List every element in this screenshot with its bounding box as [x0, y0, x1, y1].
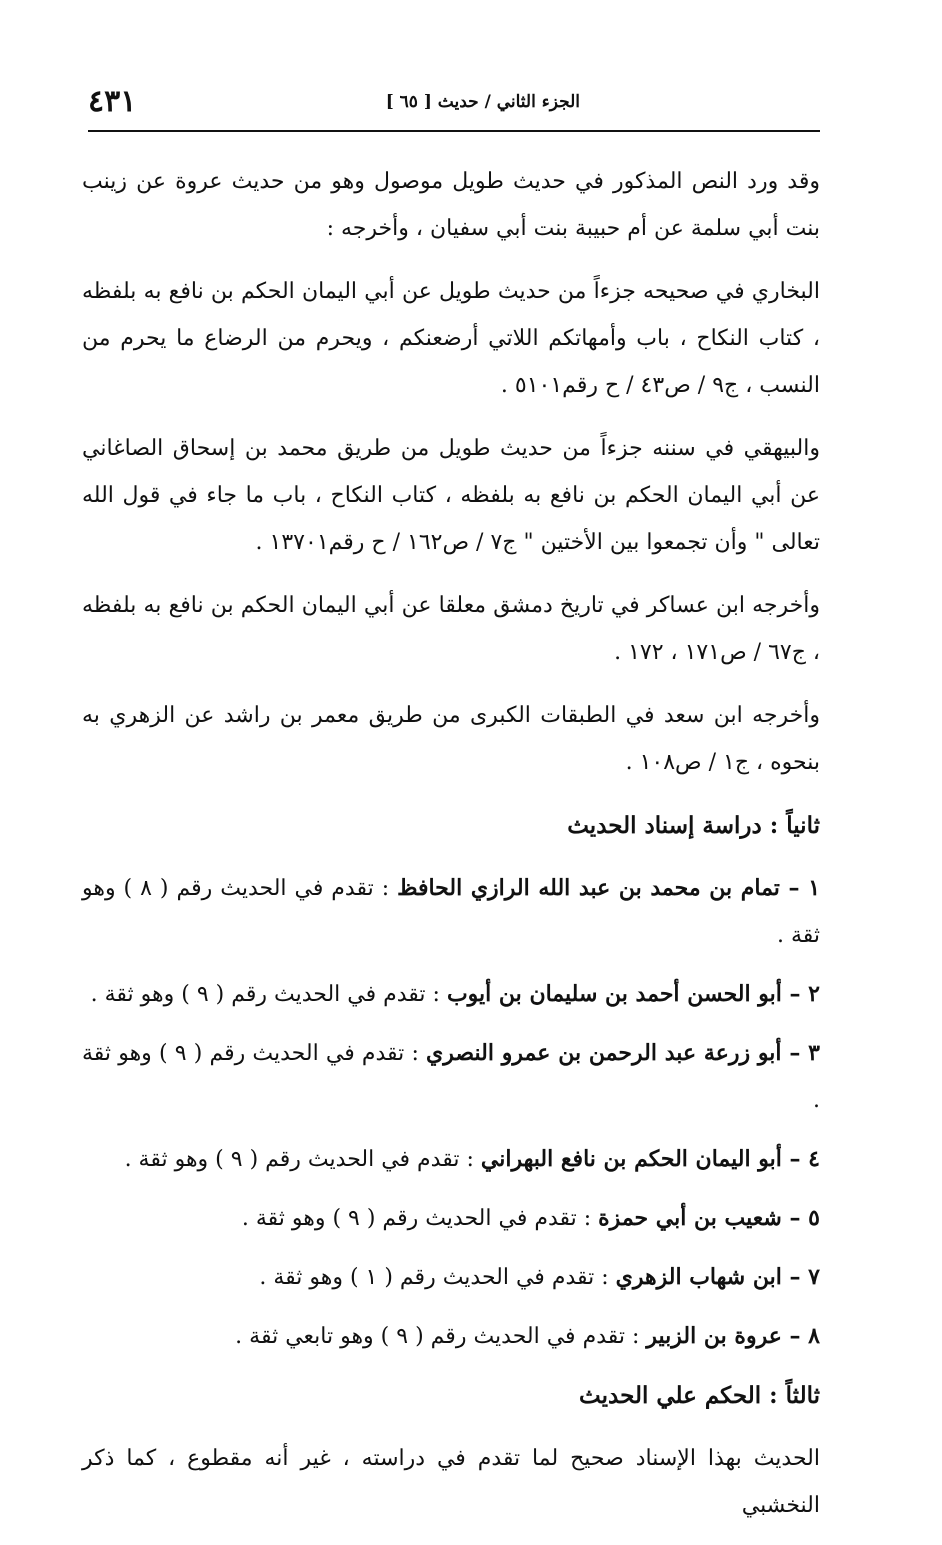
narrator-item	[82, 1030, 820, 1124]
narrator-name: ١ – تمام بن محمد بن عبد الله الرازي الحافظ	[397, 875, 821, 901]
narrator-item	[82, 1195, 820, 1242]
narrator-name: ٢ – أبو الحسن أحمد بن سليمان بن أيوب	[446, 981, 820, 1007]
narrator-name: ٨ – عروة بن الزبير	[646, 1323, 820, 1349]
narrator-note: : تقدم في الحديث رقم ( ٩ ) وهو ثقة .	[82, 1041, 820, 1113]
narrator-note: : تقدم في الحديث رقم ( ٨ ) وهو ثقة .	[82, 876, 820, 948]
narrator-item	[82, 971, 820, 1018]
narrator-note: : تقدم في الحديث رقم ( ٩ ) وهو ثقة .	[241, 1206, 599, 1231]
bayhaqi-paragraph: والبيهقي في سننه جزءاً من حديث طويل من طريق محمد بن إسحاق الصاغاني عن أبي اليمان الحكم بن نافع به بلفظه ، كتاب النكاح ، باب ما جاء في قول الله تعالى " وأن تجمعوا بين الأختين " ج٧ / ص١٦٢ / ح رقم١٣٧٠١ .	[82, 436, 820, 555]
ruling-paragraph: الحديث بهذا الإسناد صحيح لما تقدم في دراسته ، غير أنه مقطوع ، كما ذكر النخشبي	[82, 1446, 820, 1518]
narrator-name: ٧ – ابن شهاب الزهري	[615, 1264, 820, 1290]
bukhari-paragraph: البخاري في صحيحه جزءاً من حديث طويل عن أبي اليمان الحكم بن نافع به بلفظه ، كتاب النكاح ، باب وأمهاتكم اللاتي أرضعنكم ، ويحرم من الرضاع ما يحرم من النسب ، ج٩ / ص٤٣ / ح رقم٥١٠١ .	[82, 279, 820, 398]
narrator-note: : تقدم في الحديث رقم ( ٩ ) وهو تابعي ثقة .	[235, 1324, 647, 1349]
narrator-note: : تقدم في الحديث رقم ( ٩ ) وهو ثقة .	[124, 1147, 481, 1172]
narrator-item	[82, 865, 820, 959]
intro-paragraph: وقد ورد النص المذكور في حديث طويل موصول وهو من حديث عروة عن زينب بنت أبي سلمة عن أم حبيبة بنت أبي سفيان ، وأخرجه :	[82, 169, 820, 241]
page-header	[88, 84, 820, 132]
narrator-item	[82, 1254, 820, 1301]
ibn-saad-paragraph: وأخرجه ابن سعد في الطبقات الكبرى من طريق معمر بن راشد عن الزهري به بنحوه ، ج١ / ص١٠٨ .	[82, 703, 820, 775]
ibn-asakir-paragraph: وأخرجه ابن عساكر في تاريخ دمشق معلقا عن أبي اليمان الحكم بن نافع به بلفظه ، ج٦٧ / ص١٧١ ، ١٧٢ .	[82, 593, 820, 665]
page-number: ٤٣١	[88, 84, 137, 119]
page-body	[82, 158, 820, 1545]
narrator-name: ٤ – أبو اليمان الحكم بن نافع البهراني	[480, 1146, 820, 1172]
narrator-name: ٥ – شعيب بن أبي حمزة	[598, 1205, 820, 1231]
narrator-note: : تقدم في الحديث رقم ( ١ ) وهو ثقة .	[259, 1265, 616, 1290]
narrator-note: : تقدم في الحديث رقم ( ٩ ) وهو ثقة .	[90, 982, 447, 1007]
narrator-item	[82, 1136, 820, 1183]
running-title: الجزء الثاني / حديث [ ٦٥ ]	[385, 92, 580, 112]
narrator-name: ٣ – أبو زرعة عبد الرحمن بن عمرو النصري	[426, 1040, 820, 1066]
ruling-heading: ثالثاً : الحكم علي الحديث	[579, 1382, 820, 1409]
isnad-study-heading: ثانياً : دراسة إسناد الحديث	[567, 812, 820, 839]
